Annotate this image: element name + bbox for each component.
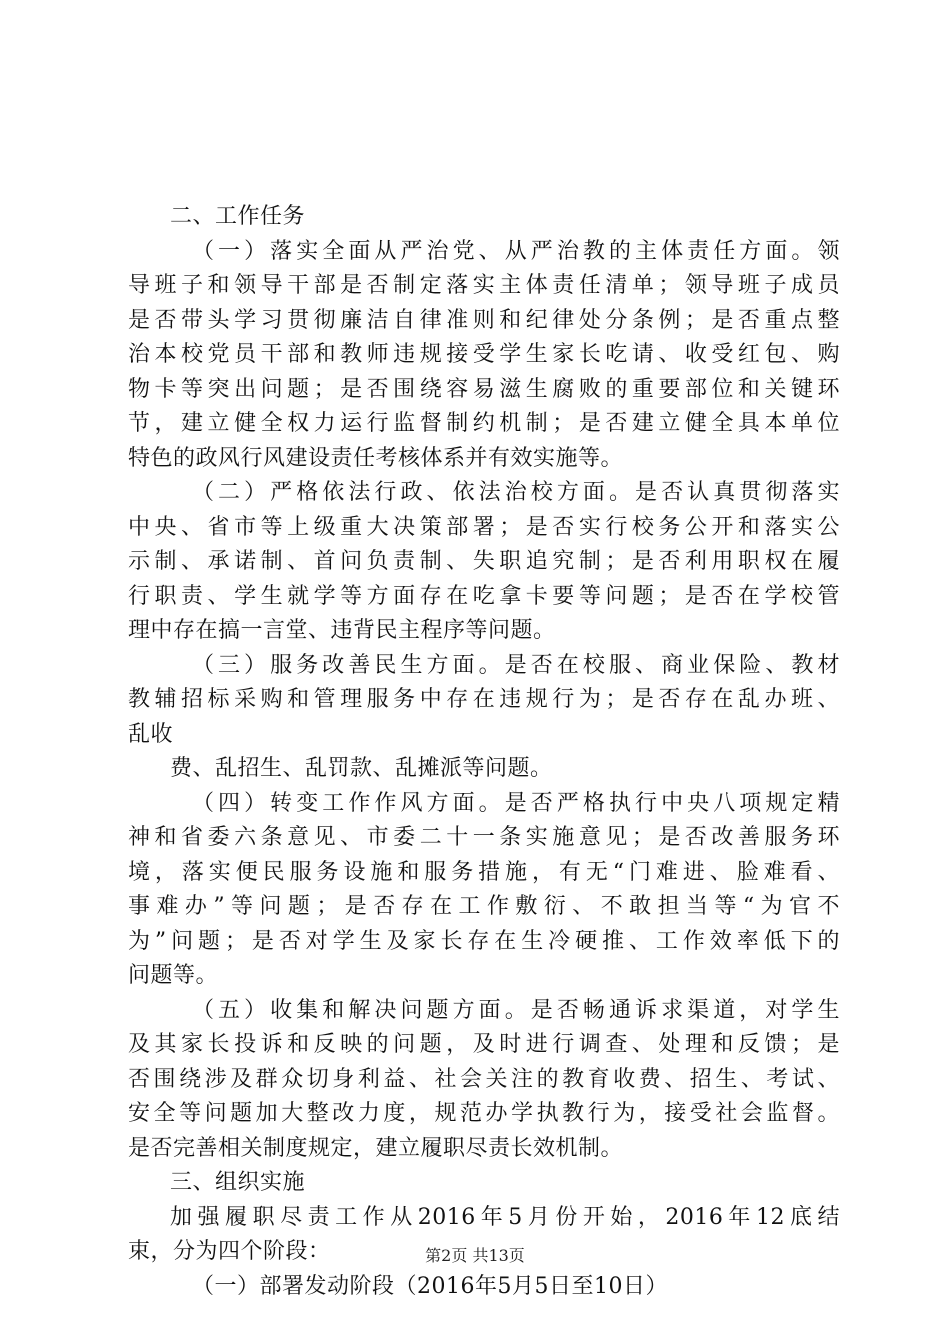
paragraph-task-1-line: 是否带头学习贯彻廉洁自律准则和纪律处分条例；是否重点整: [128, 307, 840, 333]
paragraph-task-4-line: 事难办”等问题；是否存在工作敷衍、不敢担当等“为官不: [128, 894, 840, 919]
paragraph-task-4: （四）转变工作作风方面。是否严格执行中央八项规定精: [192, 790, 840, 816]
paragraph-task-3: （三）服务改善民生方面。是否在校服、商业保险、教材: [192, 652, 840, 678]
paragraph-task-2-line: 行职责、学生就学等方面存在吃拿卡要等问题；是否在学校管: [128, 583, 840, 609]
paragraph-task-5-line: 是否完善相关制度规定，建立履职尽责长效机制。: [128, 1135, 624, 1161]
paragraph-task-2-line: 理中存在搞一言堂、违背民主程序等问题。: [128, 618, 556, 643]
paragraph-organization-line: 束，分为四个阶段：: [128, 1239, 331, 1264]
page-footer: 第2页 共13页: [425, 1246, 525, 1265]
heading-organization: 三、组织实施: [170, 1170, 306, 1195]
paragraph-task-5-line: 安全等问题加大整改力度，规范办学执教行为，接受社会监督。: [128, 1101, 840, 1126]
paragraph-task-5: （五）收集和解决问题方面。是否畅通诉求渠道，对学生: [192, 997, 840, 1023]
heading-work-tasks: 二、工作任务: [170, 204, 306, 229]
paragraph-task-1-line: 物卡等突出问题；是否围绕容易滋生腐败的重要部位和关键环: [128, 376, 840, 402]
paragraph-task-5-line: 否围绕涉及群众切身利益、社会关注的教育收费、招生、考试、: [128, 1066, 840, 1092]
paragraph-task-4-line: 问题等。: [128, 963, 219, 988]
paragraph-task-3-cont: 费、乱招生、乱罚款、乱摊派等问题。: [170, 756, 553, 781]
paragraph-task-4-line: 为”问题；是否对学生及家长存在生冷硬推、工作效率低下的: [128, 928, 840, 954]
paragraph-task-1-line: 治本校党员干部和教师违规接受学生家长吃请、收受红包、购: [128, 342, 840, 367]
paragraph-task-5-line: 及其家长投诉和反映的问题，及时进行调查、处理和反馈；是: [128, 1032, 840, 1057]
paragraph-task-1: （一）落实全面从严治党、从严治教的主体责任方面。领: [192, 238, 840, 264]
paragraph-task-2: （二）严格依法行政、依法治校方面。是否认真贯彻落实: [192, 480, 840, 505]
paragraph-task-2-line: 示制、承诺制、首问负责制、失职追究制；是否利用职权在履: [128, 549, 840, 574]
heading-stage-1: （一）部署发动阶段（2016年5月5日至10日）: [192, 1273, 668, 1299]
paragraph-task-3-line: 教辅招标采购和管理服务中存在违规行为；是否存在乱办班、: [128, 687, 840, 712]
paragraph-task-2-line: 中央、省市等上级重大决策部署；是否实行校务公开和落实公: [128, 514, 840, 540]
paragraph-task-4-line: 境，落实便民服务设施和服务措施，有无“门难进、脸难看、: [128, 859, 840, 885]
paragraph-task-4-line: 神和省委六条意见、市委二十一条实施意见；是否改善服务环: [128, 825, 840, 850]
paragraph-task-1-line: 节，建立健全权力运行监督制约机制；是否建立健全具本单位: [128, 411, 840, 436]
document-body: [128, 200, 840, 1304]
paragraph-task-3-line: 乱收: [128, 721, 174, 747]
paragraph-task-1-line: 导班子和领导干部是否制定落实主体责任清单；领导班子成员: [128, 273, 840, 298]
paragraph-organization: 加强履职尽责工作从2016年5月份开始，2016年12底结: [170, 1204, 840, 1230]
paragraph-task-1-line: 特色的政风行风建设责任考核体系并有效实施等。: [128, 445, 624, 471]
